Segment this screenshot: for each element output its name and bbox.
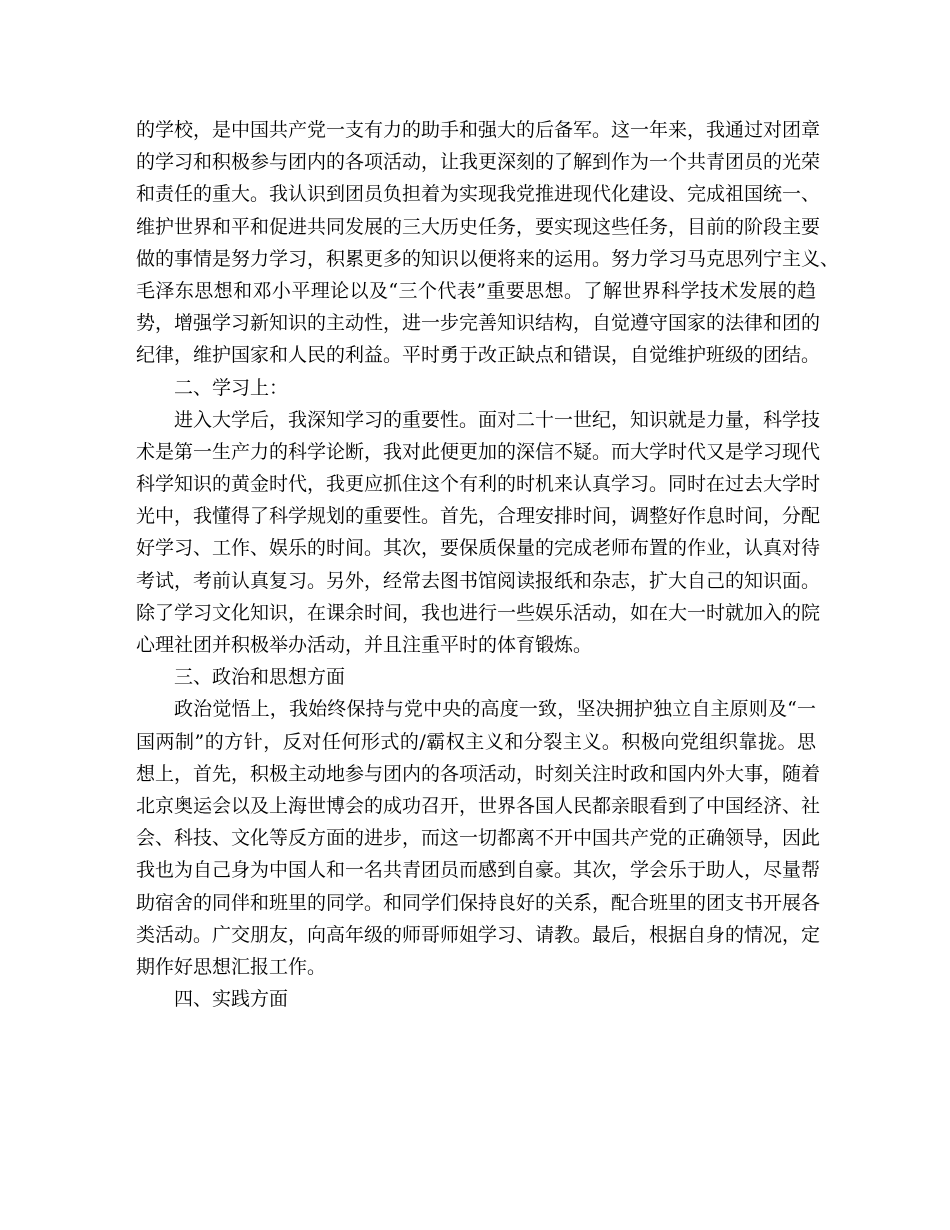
text-line: 做的事情是努力学习，积累更多的知识以便将来的运用。努力学习马克思列宁主义、 [136,247,840,270]
text-line: 的学校，是中国共产党一支有力的助手和强大的后备军。这一年来，我通过对团章 [136,119,821,141]
text-line: 势，增强学习新知识的主动性，进一步完善知识结构，自觉遵守国家的法律和团的 [136,312,821,335]
text-line: 会、科技、文化等反方面的进步，而这一切都离不开中国共产党的正确领导，因此 [136,827,821,850]
document-body [136,114,840,1015]
document-page [136,114,840,1015]
text-line: 的学习和积极参与团内的各项活动，让我更深刻的了解到作为一个共青团员的光荣 [136,151,821,174]
text-line: 光中，我懂得了科学规划的重要性。首先，合理安排时间，调整好作息时间，分配 [136,505,821,528]
text-line: 助宿舍的同伴和班里的同学。和同学们保持良好的关系，配合班里的团支书开展各 [136,891,821,914]
text-line: 除了学习文化知识，在课余时间，我也进行一些娱乐活动，如在大一时就加入的院 [136,601,821,624]
text-line: 四、实践方面 [174,988,289,1011]
text-line: 三、政治和思想方面 [174,666,346,689]
text-line: 术是第一生产力的科学论断，我对此便更加的深信不疑。而大学时代又是学习现代 [136,440,821,463]
text-line: 毛泽东思想和邓小平理论以及“三个代表”重要思想。了解世界科学技术发展的趋 [136,279,816,302]
text-line: 维护世界和平和促进共同发展的三大历史任务，要实现这些任务，目前的阶段主要 [136,215,821,238]
text-line: 期作好思想汇报工作。 [136,955,327,978]
text-line: 我也为自己身为中国人和一名共青团员而感到自豪。其次，学会乐于助人，尽量帮 [136,859,821,882]
text-line: 想上，首先，积极主动地参与团内的各项活动，时刻关注时政和国内外大事，随着 [136,762,821,785]
text-line: 类活动。广交朋友，向高年级的师哥师姐学习、请教。最后，根据自身的情况，定 [136,923,821,946]
text-line: 进入大学后，我深知学习的重要性。面对二十一世纪，知识就是力量，科学技 [174,408,821,431]
text-line: 好学习、工作、娱乐的时间。其次，要保质保量的完成老师布置的作业，认真对待 [136,537,821,560]
text-line: 北京奥运会以及上海世博会的成功召开，世界各国人民都亲眼看到了中国经济、社 [136,794,821,817]
text-line: 考试，考前认真复习。另外，经常去图书馆阅读报纸和杂志，扩大自己的知识面。 [136,569,821,592]
text-line: 政治觉悟上，我始终保持与党中央的高度一致，坚决拥护独立自主原则及“一 [174,698,816,721]
text-line: 纪律，维护国家和人民的利益。平时勇于改正缺点和错误，自觉维护班级的团结。 [136,344,821,367]
text-line: 二、学习上： [174,376,289,399]
text-line: 国两制”的方针，反对任何形式的/霸权主义和分裂主义。积极向党组织靠拢。思 [136,730,816,753]
text-line: 心理社团并积极举办活动，并且注重平时的体育锻炼。 [136,634,593,656]
text-line: 和责任的重大。我认识到团员负担着为实现我党推进现代化建设、完成祖国统一、 [136,183,821,206]
text-line: 科学知识的黄金时代，我更应抓住这个有利的时机来认真学习。同时在过去大学时 [136,473,821,496]
